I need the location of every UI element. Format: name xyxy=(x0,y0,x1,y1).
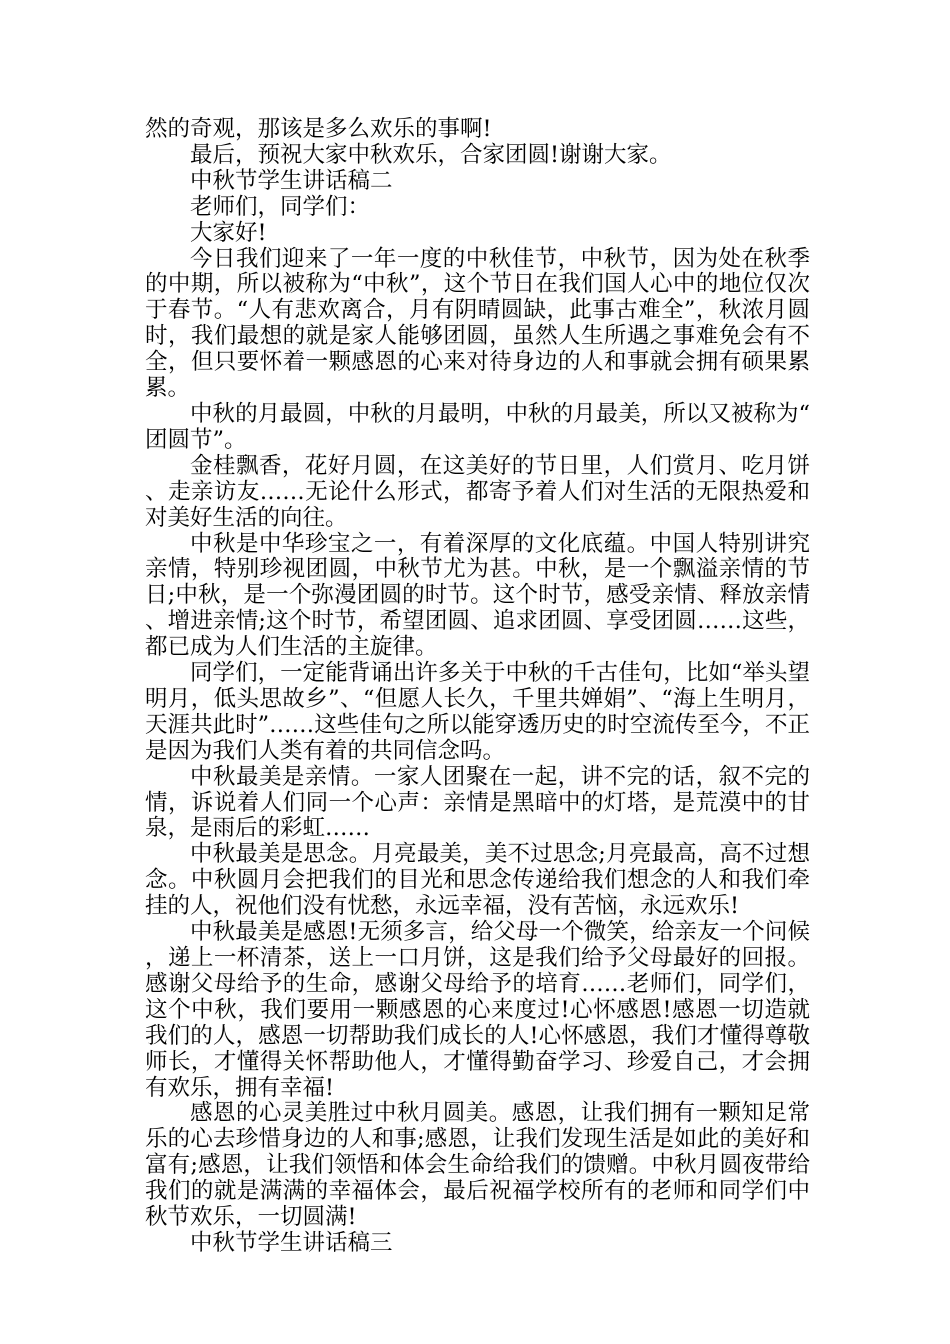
document-page xyxy=(145,117,810,1257)
paragraph: 中秋是中华珍宝之一，有着深厚的文化底蕴。中国人特别讲究亲情，特别珍视团圆，中秋节尤为甚。中秋，是一个飘溢亲情的节日;中秋，是一个弥漫团圆的时节。这个时节，感受亲情、释放亲情、增进亲情;这个时节，希望团圆、追求团圆、享受团圆……这些，都已成为人们生活的主旋律。 xyxy=(145,530,810,661)
salutation: 老师们，同学们： xyxy=(190,193,371,220)
greeting: 大家好! xyxy=(190,219,267,246)
paragraph: 中秋最美是思念。月亮最美，美不过思念;月亮最高，高不过想念。中秋圆月会把我们的目光和思念传递给我们想念的人和我们牵挂的人，祝他们没有忧愁，永远幸福，没有苦恼，永远欢乐! xyxy=(145,841,810,920)
paragraph: 中秋最美是感恩!无须多言，给父母一个微笑，给亲友一个问候，递上一杯清茶，送上一口月饼，这是我们给予父母最好的回报。感谢父母给予的生命，感谢父母给予的培育……老师们，同学们，这个中秋，我们要用一颗感恩的心来度过!心怀感恩!感恩一切造就我们的人，感恩一切帮助我们成长的人!心怀感恩，我们才懂得尊敬师长，才懂得关怀帮助他人，才懂得勤奋学习、珍爱自己，才会拥有欢乐，拥有幸福! xyxy=(145,919,810,1101)
section-heading-2: 中秋节学生讲话稿二 xyxy=(190,167,393,194)
paragraph: 同学们，一定能背诵出许多关于中秋的千古佳句，比如“举头望明月，低头思故乡”、“但愿人长久，千里共婵娟”、“海上生明月，天涯共此时”……这些佳句之所以能穿透历史的时空流传至今，不正是因为我们人类有着的共同信念吗。 xyxy=(145,660,810,764)
section-heading-3: 中秋节学生讲话稿三 xyxy=(190,1229,393,1256)
paragraph: 中秋最美是亲情。一家人团聚在一起，讲不完的话，叙不完的情，诉说着人们同一个心声：亲情是黑暗中的灯塔，是荒漠中的甘泉，是雨后的彩虹…… xyxy=(145,763,810,842)
paragraph-continued: 然的奇观，那该是多么欢乐的事啊! xyxy=(145,116,492,142)
paragraph: 感恩的心灵美胜过中秋月圆美。感恩，让我们拥有一颗知足常乐的心去珍惜身边的人和事;感恩，让我们发现生活是如此的美好和富有;感恩，让我们领悟和体会生命给我们的馈赠。中秋月圆夜带给我们的就是满满的幸福体会，最后祝福学校所有的老师和同学们中秋节欢乐，一切圆满! xyxy=(145,1100,810,1231)
paragraph-closing-wish: 最后，预祝大家中秋欢乐，合家团圆!谢谢大家。 xyxy=(190,141,672,168)
paragraph: 今日我们迎来了一年一度的中秋佳节，中秋节，因为处在秋季的中期，所以被称为“中秋”，这个节日在我们国人心中的地位仅次于春节。“人有悲欢离合，月有阴晴圆缺，此事古难全”，秋浓月圆时，我们最想的就是家人能够团圆，虽然人生所遇之事难免会有不全，但只要怀着一颗感恩的心来对待身边的人和事就会拥有硕果累累。 xyxy=(145,245,810,402)
paragraph: 中秋的月最圆，中秋的月最明，中秋的月最美，所以又被称为“团圆节”。 xyxy=(145,400,810,453)
paragraph: 金桂飘香，花好月圆，在这美好的节日里，人们赏月、吃月饼、走亲访友……无论什么形式，都寄予着人们对生活的无限热爱和对美好生活的向往。 xyxy=(145,452,810,531)
